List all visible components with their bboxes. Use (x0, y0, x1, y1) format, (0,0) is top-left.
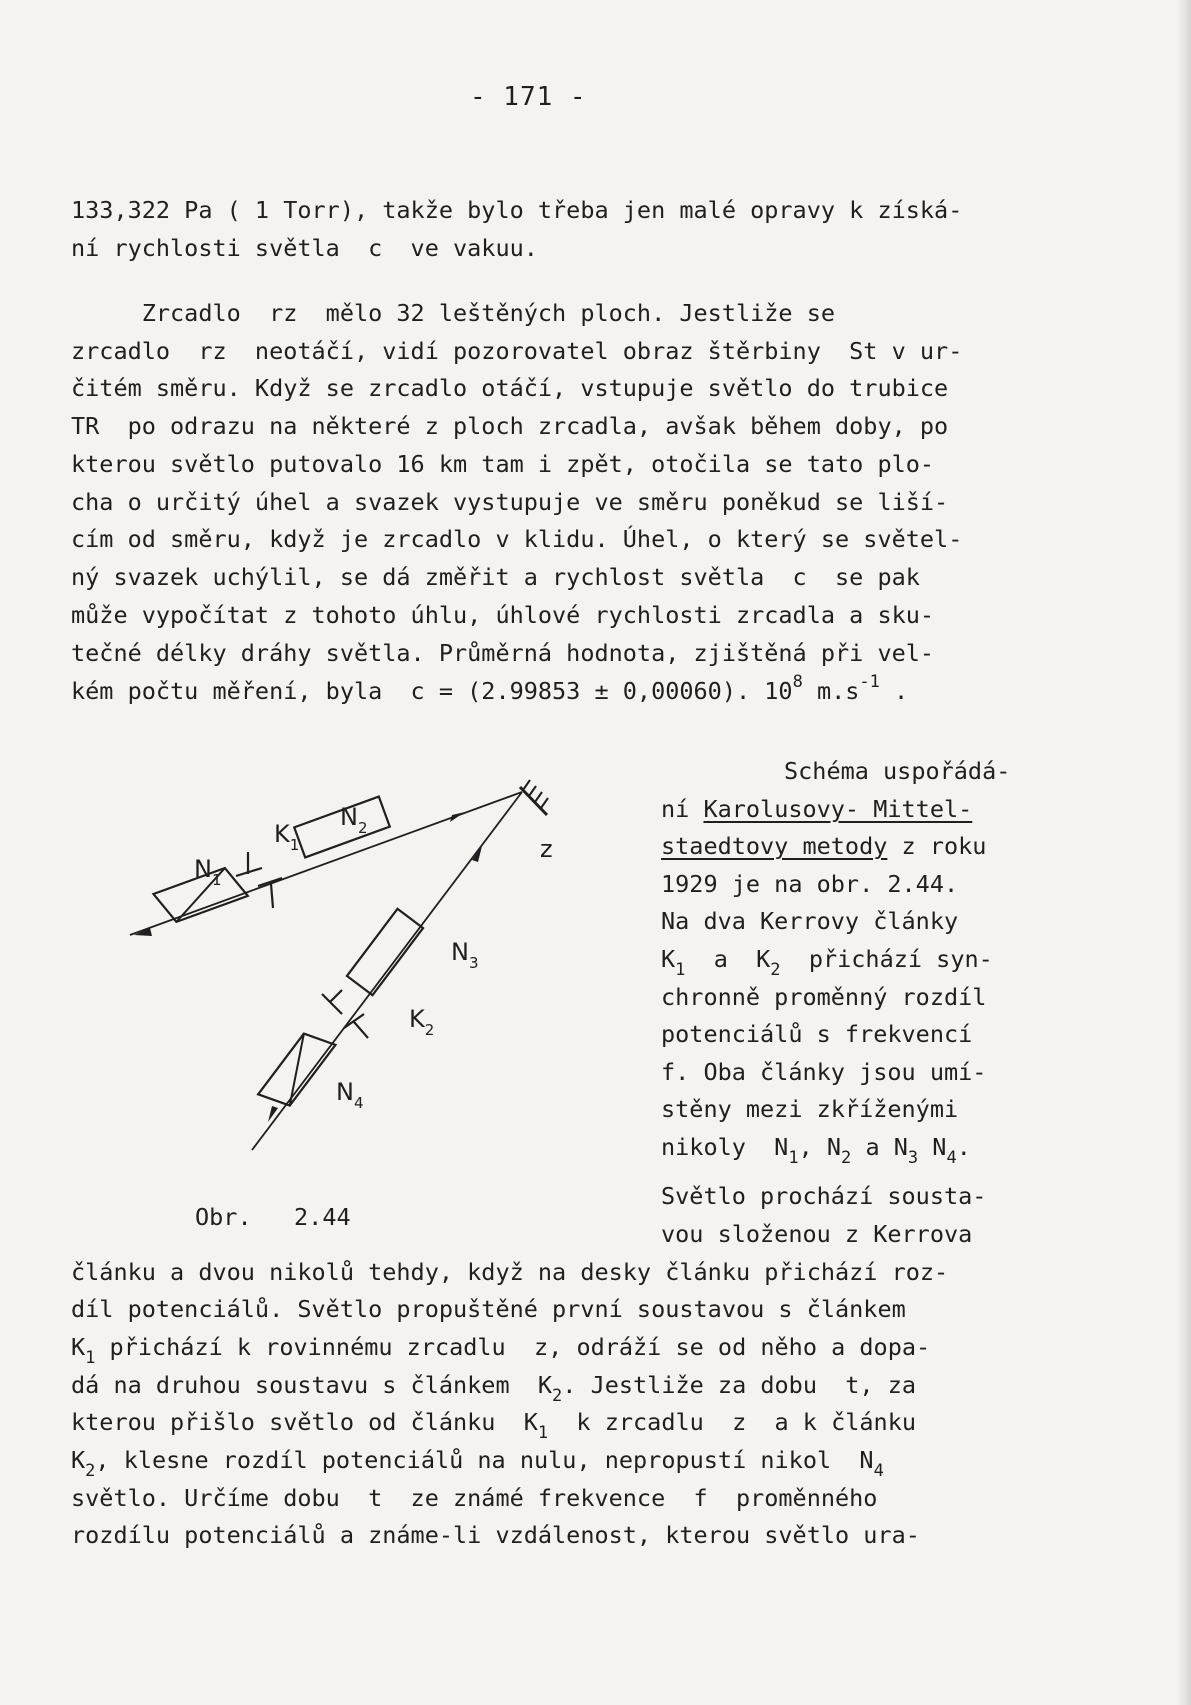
formula-end: . (879, 677, 909, 705)
text-line: $K_1$ přichází k rovinnému zrcadlu z, odráží se od něho a dopa- (71, 1333, 931, 1368)
label-n4: $N_4$ (336, 1078, 364, 1112)
label-z: z (540, 835, 553, 863)
text-line: světlo. Určíme dobu t ze známé frekvence f proměnného (71, 1484, 878, 1512)
page-number: - 171 - (470, 82, 587, 112)
right-text-line: f. Oba články jsou umí- (661, 1058, 987, 1086)
text-line: TR po odrazu na některé z ploch zrcadla, avšak během doby, po (71, 412, 949, 440)
text-line: Zrcadlo rz mělo 32 leštěných ploch. Jestliže se (71, 299, 836, 327)
right-text-line: potenciálů s frekvencí (661, 1020, 973, 1048)
right-text-line: stěny mezi zkříženými (661, 1095, 959, 1123)
figure-caption: Obr. 2.44 (195, 1203, 351, 1231)
label-k2: $K_2$ (409, 1005, 435, 1039)
text-line: článku a dvou nikolů tehdy, když na desky článku přichází roz- (71, 1258, 949, 1286)
underlined-method-name: Karolusovy- Mittel- (703, 795, 973, 823)
text-line: díl potenciálů. Světlo propuštěné první soustavou s článkem (71, 1295, 906, 1323)
kerr-cell-k1 (236, 852, 282, 908)
text-line: může vypočítat z tohoto úhlu, úhlové rychlosti zrcadla a sku- (71, 601, 935, 629)
text-line: dá na druhou soustavu s článkem $K_2$. Jestliže za dobu t, za (71, 1371, 917, 1406)
text-line: $K_2$, klesne rozdíl potenciálů na nulu, nepropustí nikol $N_4$ (71, 1446, 884, 1481)
right-text-line: $K_1$ a $K_2$ přichází syn- (661, 945, 993, 980)
text-line: 133,322 Pa ( 1 Torr), takže bylo třeba jen malé opravy k získá- (71, 196, 963, 224)
text-line: zrcadlo rz neotáčí, vidí pozorovatel obraz štěrbiny St v ur- (71, 337, 963, 365)
page-edge-shadow (1177, 0, 1191, 1705)
formula-text: kém počtu měření, byla c = (2.99853 ± 0,00060). 10 (71, 677, 793, 705)
unit-text: m.s (802, 677, 860, 705)
right-text-line: 1929 je na obr. 2.44. (661, 870, 959, 898)
text-line: ní rychlosti světla c ve vakuu. (71, 234, 538, 262)
text-line: kterou přišlo světlo od článku $K_1$ k zrcadlu z a k článku (71, 1408, 916, 1443)
text-line: tečné délky dráhy světla. Průměrná hodnota, zjištěná při vel- (71, 639, 935, 667)
label-n2: $N_2$ (340, 803, 368, 837)
text-line: čitém směru. Když se zrcadlo otáčí, vstupuje světlo do trubice (71, 374, 949, 402)
nicol-n3 (347, 909, 423, 995)
right-text-line: chronně proměnný rozdíl (661, 983, 987, 1011)
nicol-n4 (258, 1026, 335, 1114)
text-line: kterou světlo putovalo 16 km tam i zpět, otočila se tato plo- (71, 450, 935, 478)
right-text-line: Schéma uspořádá- (784, 757, 1011, 785)
figure-2-44-diagram (110, 770, 590, 1170)
label-n1: $N_1$ (194, 855, 222, 889)
right-text-line: Světlo prochází sousta- (661, 1182, 987, 1210)
right-text-line: staedtovy metody z roku (661, 832, 987, 860)
kerr-cell-k2 (322, 990, 368, 1038)
label-k1: $K_1$ (274, 820, 300, 854)
exponent: 8 (792, 672, 803, 692)
incoming-beam (130, 792, 522, 935)
text-line: rozdílu potenciálů a známe-li vzdálenost, kterou světlo ura- (71, 1521, 920, 1549)
beam-arrow-4 (268, 1106, 278, 1122)
right-text-line: ní Karolusovy- Mittel- (661, 795, 973, 823)
right-text-line: vou složenou z Kerrova (661, 1220, 973, 1248)
text-line: cha o určitý úhel a svazek vystupuje ve směru poněkud se liší- (71, 488, 949, 516)
unit-exponent: -1 (859, 672, 880, 692)
text-line: cím od směru, když je zrcadlo v klidu. Úhel, o který se světel- (71, 525, 963, 553)
text-line-formula (71, 672, 909, 710)
right-text-line: nikoly $N_1$, $N_2$ a $N_3$ $N_4$. (661, 1133, 971, 1168)
text-line: ný svazek uchýlil, se dá změřit a rychlost světla c se pak (71, 563, 920, 591)
right-text-line: Na dva Kerrovy články (661, 907, 959, 935)
label-n3: $N_3$ (451, 938, 479, 972)
beam-arrow-3 (472, 846, 482, 862)
beam-arrow-2 (450, 812, 465, 822)
underlined-method-name: staedtovy metody (661, 832, 888, 860)
